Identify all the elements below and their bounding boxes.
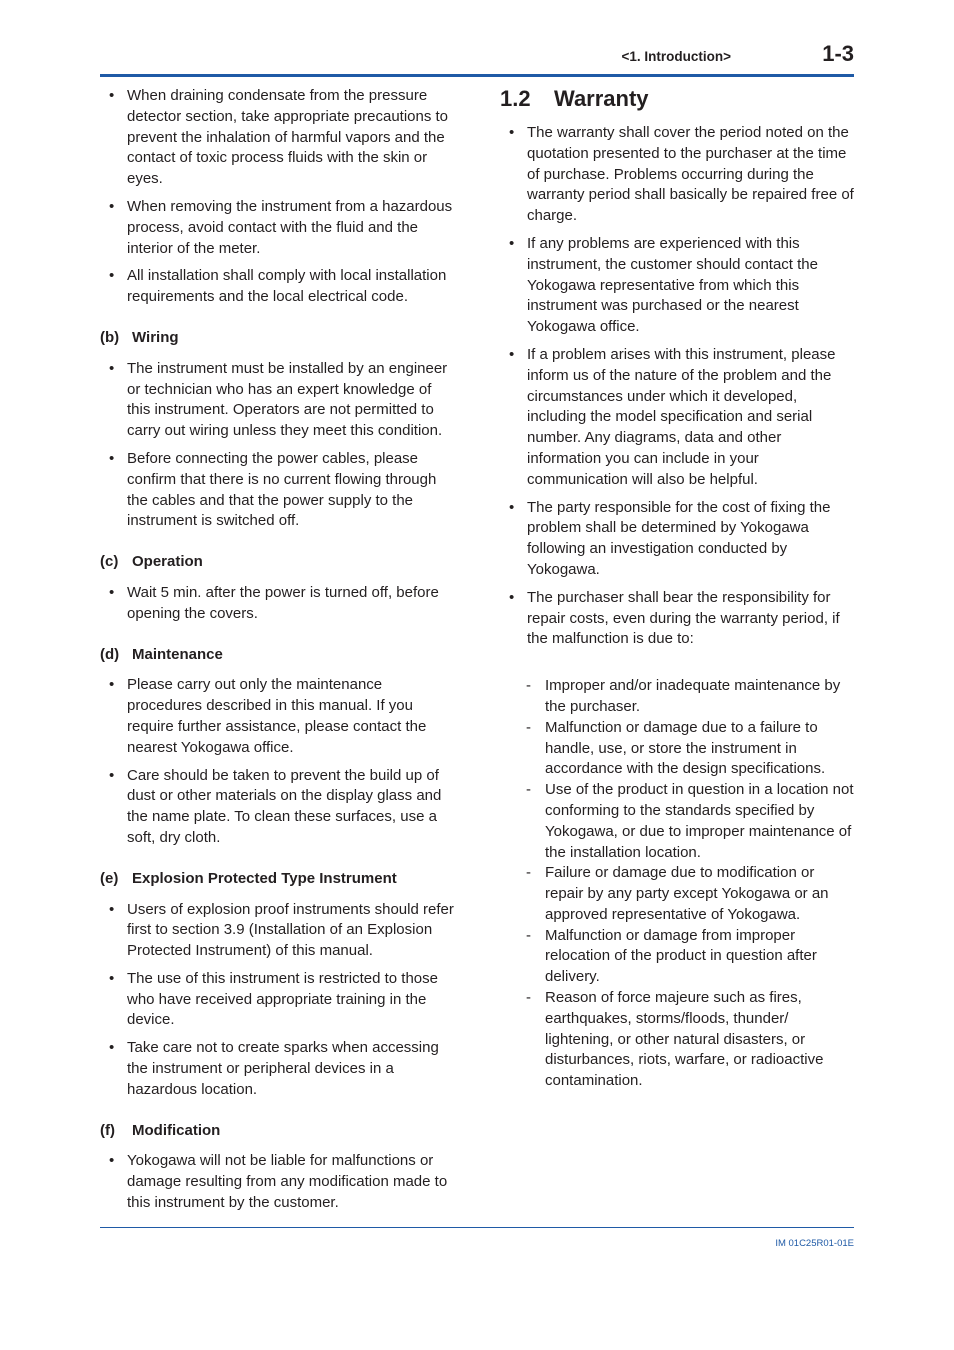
section-number: 1.2 <box>500 86 531 111</box>
page-header <box>100 40 854 76</box>
list-item: • The use of this instrument is restricted to those who have received appropriate training in the device. <box>100 969 456 1031</box>
intro-list <box>100 86 456 308</box>
list-item: - Malfunction or damage due to a failure to handle, use, or store the instrument in accordance with the design specifications. <box>500 718 854 780</box>
subsection-title: Operation <box>132 553 203 571</box>
subsection-label: (b) <box>100 328 120 346</box>
operation-list <box>100 583 456 625</box>
list-item: • Wait 5 min. after the power is turned off, before opening the covers. <box>100 583 456 625</box>
subsection-title: Explosion Protected Type Instrument <box>132 869 397 887</box>
list-item: • The instrument must be installed by an engineer or technician who has an expert knowledge of this instrument. Operators are not permitted to carry out wiring unless they meet this condition. <box>100 359 456 442</box>
subsection-label: (f) <box>100 1121 115 1139</box>
subsection-heading-maintenance <box>100 645 456 666</box>
subsection-label: (e) <box>100 869 119 887</box>
list-item: - Malfunction or damage from improper relocation of the product in question after delivery. <box>500 926 854 988</box>
chapter-label: <1. Introduction> <box>621 49 731 64</box>
list-item: • If a problem arises with this instrument, please inform us of the nature of the problem and the circumstances under which it developed, including the model specification and serial number. Any diagrams, data and other information you can include in your communication will also be helpful. <box>500 345 854 491</box>
explosion-list <box>100 900 456 1101</box>
right-column <box>500 86 854 1092</box>
wiring-list <box>100 359 456 532</box>
list-item: • Care should be taken to prevent the build up of dust or other materials on the display glass and the name plate. To clean these surfaces, use a soft, dry cloth. <box>100 766 456 849</box>
subsection-heading-operation <box>100 552 456 573</box>
left-column <box>100 86 456 1221</box>
page-number: 1-3 <box>822 41 854 66</box>
list-item: • Users of explosion proof instruments should refer first to section 3.9 (Installation of an Explosion Protected Instrument) of this manual. <box>100 900 456 962</box>
list-item: • The party responsible for the cost of fixing the problem shall be determined by Yokogawa following an investigation conducted by Yokogawa. <box>500 498 854 581</box>
list-item: - Improper and/or inadequate maintenance by the purchaser. <box>500 676 854 718</box>
list-item: • All installation shall comply with local installation requirements and the local electrical code. <box>100 266 456 308</box>
list-item: • If any problems are experienced with this instrument, the customer should contact the Yokogawa representative from which this instrument was purchased or the nearest Yokogawa office. <box>500 234 854 338</box>
section-title: Warranty <box>554 86 649 111</box>
subsection-heading-explosion <box>100 869 456 890</box>
list-item: - Failure or damage due to modification or repair by any party except Yokogawa or an approved representative of Yokogawa. <box>500 863 854 925</box>
subsection-label: (d) <box>100 645 120 663</box>
list-item: - Use of the product in question in a location not conforming to the standards specified by Yokogawa, or due to improper maintenance of the installation location. <box>500 780 854 863</box>
warranty-list <box>500 123 854 650</box>
subsection-label: (c) <box>100 553 119 571</box>
section-heading-warranty <box>500 86 854 112</box>
warranty-exclusions-list <box>500 676 854 1092</box>
header-rule <box>100 74 854 77</box>
subsection-title: Maintenance <box>132 645 223 663</box>
list-item: • The warranty shall cover the period noted on the quotation presented to the purchaser at the time of purchase. Problems occurring during the warranty period shall basically be repaired free of charge. <box>500 123 854 227</box>
footer-rule <box>100 1227 854 1228</box>
document-id: IM 01C25R01-01E <box>775 1238 854 1249</box>
modification-list <box>100 1151 456 1213</box>
list-item: • Before connecting the power cables, please confirm that there is no current flowing through the cables and that the power supply to the instrument is switched off. <box>100 449 456 532</box>
list-item: • Yokogawa will not be liable for malfunctions or damage resulting from any modification made to this instrument by the customer. <box>100 1151 456 1213</box>
list-item: - Reason of force majeure such as fires, earthquakes, storms/floods, thunder/ lightening, or other natural disasters, or disturbances, riots, warfare, or radioactive contamination. <box>500 988 854 1092</box>
list-item: • Take care not to create sparks when accessing the instrument or peripheral devices in a hazardous location. <box>100 1038 456 1100</box>
subsection-title: Modification <box>132 1121 221 1139</box>
list-item: • When draining condensate from the pressure detector section, take appropriate precautions to prevent the inhalation of harmful vapors and the contact of toxic process fluids with the skin or eyes. <box>100 86 456 190</box>
subsection-title: Wiring <box>132 328 179 346</box>
subsection-heading-wiring <box>100 328 456 349</box>
maintenance-list <box>100 675 456 848</box>
list-item: • The purchaser shall bear the responsibility for repair costs, even during the warranty period, if the malfunction is due to: <box>500 588 854 650</box>
list-item: • Please carry out only the maintenance procedures described in this manual. If you require further assistance, please contact the nearest Yokogawa office. <box>100 675 456 758</box>
list-item: • When removing the instrument from a hazardous process, avoid contact with the fluid and the interior of the meter. <box>100 197 456 259</box>
subsection-heading-modification <box>100 1121 456 1142</box>
